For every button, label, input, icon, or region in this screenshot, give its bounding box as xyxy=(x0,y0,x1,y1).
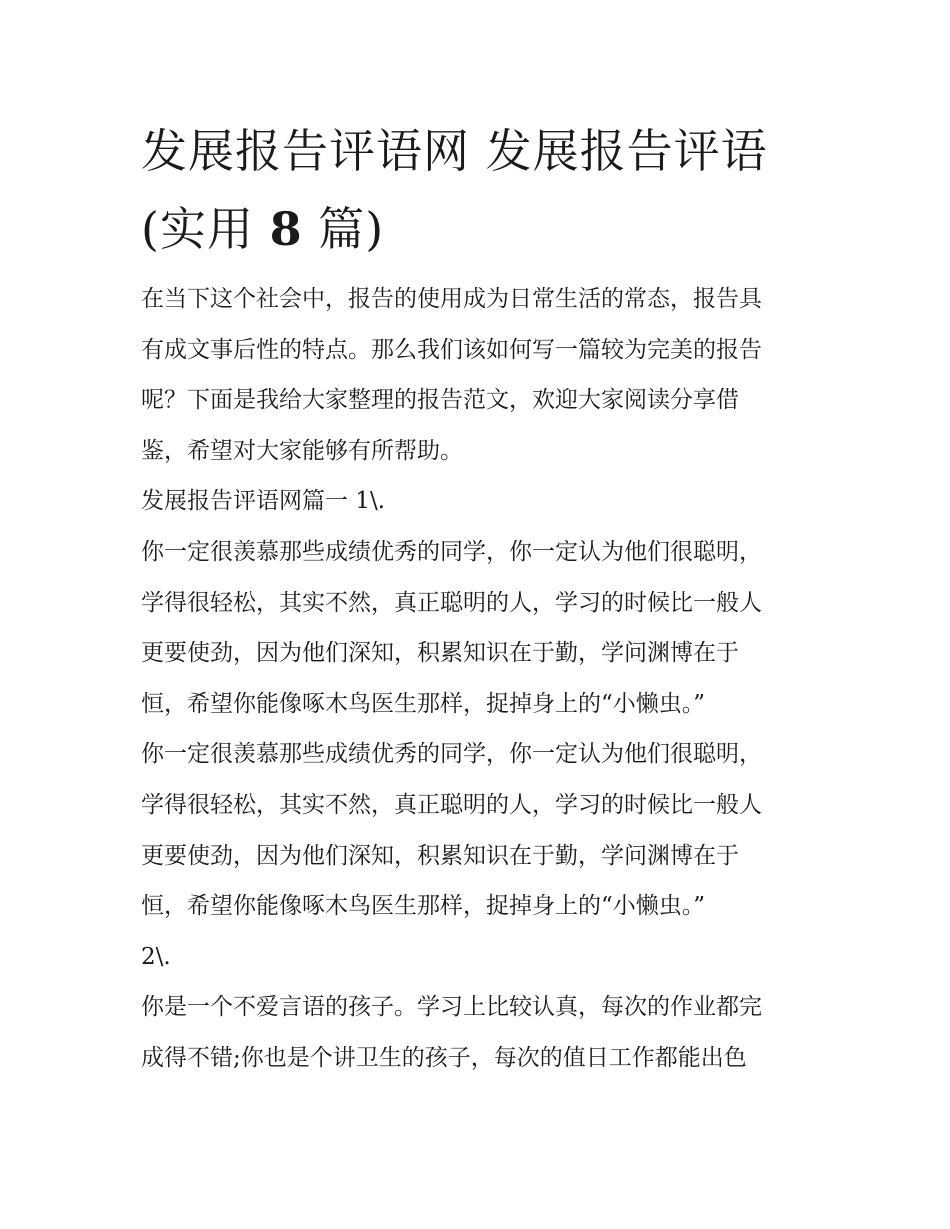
item-number xyxy=(141,932,821,983)
title-line-1: 发展报告评语网 发展报告评语 xyxy=(141,124,768,178)
intro-line: 有成文事后性的特点。那么我们该如何写一篇较为完美的报告 xyxy=(141,336,762,363)
paragraph-line: 恒，希望你能像啄木鸟医生那样，捉掉身上的“小懒虫。” xyxy=(141,690,706,717)
paragraph-line: 你是一个不爱言语的孩子。学习上比较认真，每次的作业都完 xyxy=(141,994,762,1021)
paragraph-line: 学得很轻松，其实不然，真正聪明的人，学习的时候比一般人 xyxy=(141,791,762,818)
intro-paragraph xyxy=(141,274,821,476)
paragraph-line: 你一定很羡慕那些成绩优秀的同学，你一定认为他们很聪明， xyxy=(141,741,762,768)
title-suffix: 篇) xyxy=(302,202,385,256)
section-heading-text: 发展报告评语网篇一 1\. xyxy=(141,488,386,515)
comment-paragraph-3 xyxy=(141,982,821,1083)
document-page xyxy=(141,112,821,1084)
paragraph-line: 更要使劲，因为他们深知，积累知识在于勤，学问渊博在于 xyxy=(141,640,739,667)
title-prefix: (实用 xyxy=(141,202,270,256)
document-title xyxy=(141,112,821,268)
paragraph-line: 更要使劲，因为他们深知，积累知识在于勤，学问渊博在于 xyxy=(141,842,739,869)
paragraph-line: 你一定很羡慕那些成绩优秀的同学，你一定认为他们很聪明， xyxy=(141,538,762,565)
title-line-2 xyxy=(141,190,821,268)
intro-line: 鉴，希望对大家能够有所帮助。 xyxy=(141,437,463,464)
title-number: 8 xyxy=(269,202,303,256)
intro-line: 呢？下面是我给大家整理的报告范文，欢迎大家阅读分享借 xyxy=(141,387,739,414)
comment-paragraph-1 xyxy=(141,527,821,729)
intro-line: 在当下这个社会中，报告的使用成为日常生活的常态，报告具 xyxy=(141,286,762,312)
paragraph-line: 学得很轻松，其实不然，真正聪明的人，学习的时候比一般人 xyxy=(141,589,762,616)
section-heading xyxy=(141,476,821,527)
comment-paragraph-2 xyxy=(141,729,821,931)
item-number-text: 2\. xyxy=(141,943,171,970)
paragraph-line: 成得不错;你也是个讲卫生的孩子，每次的值日工作都能出色 xyxy=(141,1044,747,1071)
paragraph-line: 恒，希望你能像啄木鸟医生那样，捉掉身上的“小懒虫。” xyxy=(141,893,706,920)
